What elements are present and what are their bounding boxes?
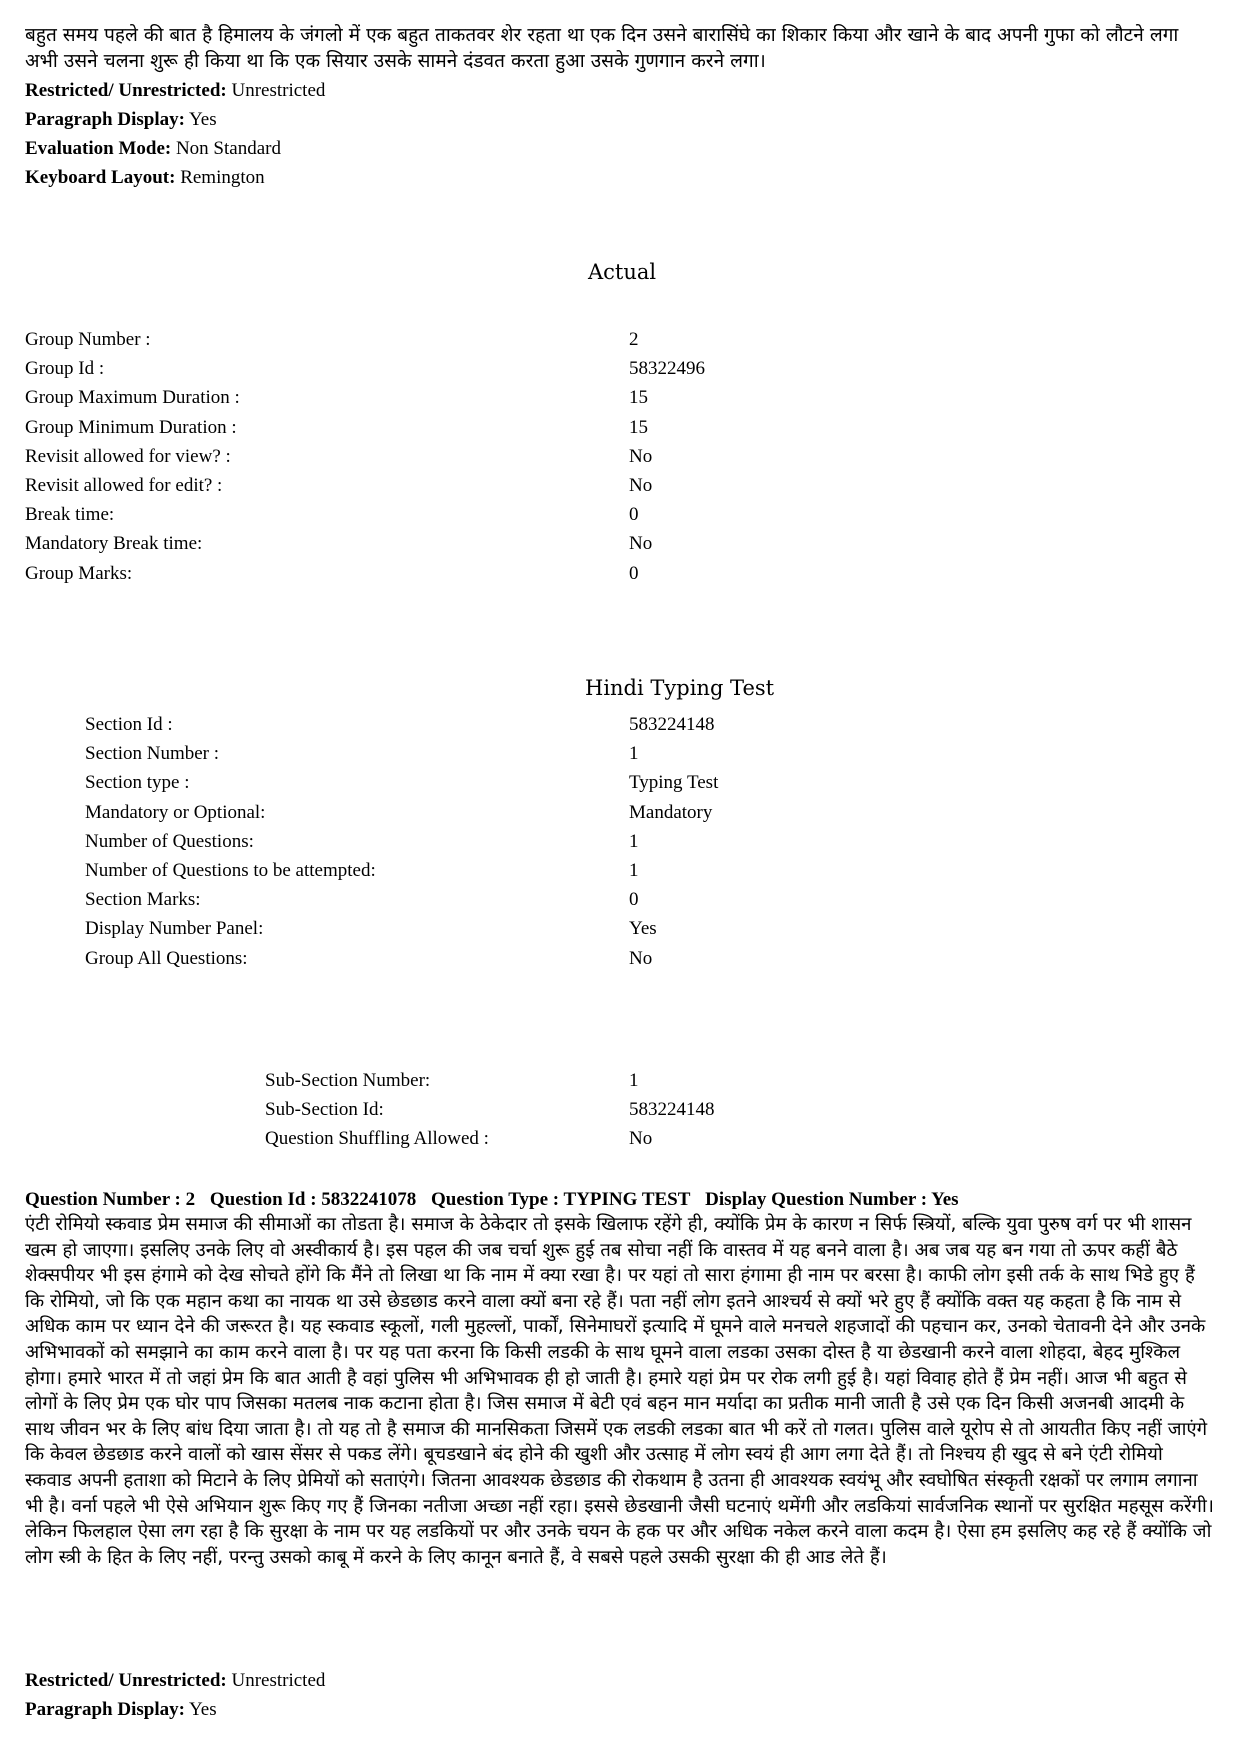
section-row: [85, 739, 885, 768]
question-paragraph: एंटी रोमियो स्कवाड प्रेम समाज की सीमाओं का तोडता है। समाज के ठेकेदार तो इसके खिलाफ रहेंगे ही, क्योंकि प्रेम के कारण न सिर्फ स्त्रियों, बल्कि युवा पुरुष वर्ग पर भी शासन खत्म हो जाएगा। इसलिए उनके लिए वो अस्वीकार्य है। इस पहल की जब चर्चा शुरू हुई तब सोचा नहीं कि वास्तव में यह बनने वाला है। अब जब यह बन गया तो ऊपर कहीं बैठे शेक्सपीयर भी इस हंगामे को देख सोचते होंगे कि मैंने तो लिखा था कि नाम में क्या रखा है। पर यहां तो सारा हंगामा ही नाम पर बरसा है। काफी लोग इसी तर्क के साथ भिडे हुए हैं कि रोमियो, जो कि एक महान कथा का नायक था उसे छेडछाड करने वाला क्यों बना रहे हैं। पता नहीं लोग इतने आश्चर्य से क्यों भरे हुए हैं क्योंकि वक्त यह कहता है कि नाम से अधिक काम पर ध्यान देने की जरूरत है। यह स्कवाड स्कूलों, गली मुहल्लों, पार्कों, सिनेमाघरों इत्यादि में घूमने वाले मनचले शहजादों की पहचान कर, उनको चेतावनी देने और उनके अभिभावकों को समझाने का काम करने वाला है। पर यह पता करना कि किसी लडकी के साथ घूमने वाला लडका उसका दोस्त है या छेडखानी करने वाला शोहदा, बेहद मुश्किल होगा। हमारे भारत में तो जहां प्रेम कि बात आती है वहां पुलिस भी अभिभावक ही हो जाती है। हमारे यहां प्रेम पर रोक लगी हुई है। यहां विवाह होते हैं प्रेम नहीं। आज भी बहुत से लोगों के लिए प्रेम एक घोर पाप जिसका मतलब नाक कटाना होता है। जिस समाज में बेटी एवं बहन मान मर्यादा का प्रतीक मानी जाती है उसे एक दिन किसी अजनबी आदमी के साथ जीवन भर के लिए बांध दिया जाता है। तो यह तो है समाज की मानसिकता जिसमें एक लडकी लडका बात भी करें तो गलत। पुलिस वाले यूरोप से तो आयतीत किए नहीं जाएंगे कि केवल छेडछाड करने वालों को खास सेंसर से पकड लेंगे। बूचडखाने बंद होने की खुशी और उत्साह में लोग स्वयं ही आग लगा देते हैं। तो निश्चय ही खुद से बने एंटी रोमियो स्कवाड अपनी हताशा को मिटाने के लिए प्रेमियों को सताएंगे। जितना आवश्यक छेडछाड की रोकथाम है उतना ही आवश्यक स्वयंभू और स्वघोषित संस्कृती रक्षकों पर लगाम लगाना भी है। वर्ना पहले भी ऐसे अभियान शुरू किए गए हैं जिनका नतीजा अच्छा नहीं रहा। इससे छेडखानी जैसी घटनाएं थमेंगी और लडकियां सार्वजनिक स्थानों पर सुरक्षित महसूस करेंगी। लेकिन फिलहाल ऐसा लग रहा है कि सुरक्षा के नाम पर यह लडकियों पर और उनके चयन के हक पर और अधिक नकेल करने वाला कदम है। ऐसा हम इसलिए कह रहे हैं क्योंकि जो लोग स्त्री के हित के लिए नहीं, परन्तु उसको काबू में करने के लिए कानून बनाते हैं, वे सबसे पहले उसकी सुरक्षा की ही आड लेते हैं।: [25, 1214, 1214, 1568]
row-value: 0: [629, 504, 639, 526]
meta-restricted: [25, 76, 325, 105]
meta-value: Remington: [180, 167, 265, 188]
row-label: Break time:: [25, 504, 115, 526]
intro-paragraph: बहुत समय पहले की बात है हिमालय के जंगलो में एक बहुत ताकतवर शेर रहता था एक दिन उसने बारासिंघे का शिकार किया और खाने के बाद अपनी गुफा को लौटने लगा अभी उसने चलना शुरू ही किया था कि एक सियार उसके सामने दंडवत करता हुआ उसके गुणगान करने लगा।: [25, 24, 1179, 72]
row-label: Group Minimum Duration :: [25, 416, 237, 438]
row-value: No: [629, 947, 653, 969]
meta-paragraph-display: [25, 1695, 325, 1724]
row-label: Number of Questions to be attempted:: [85, 859, 376, 881]
row-value: Mandatory: [629, 801, 713, 823]
section-row: [85, 798, 885, 827]
group-row: [25, 500, 825, 529]
section-heading: Hindi Typing Test: [585, 676, 775, 700]
display-question-number: Display Question Number : Yes: [705, 1189, 959, 1210]
group-row: [25, 529, 825, 558]
row-label: Section Marks:: [85, 889, 201, 911]
row-label: Group All Questions:: [85, 947, 248, 969]
subsection-row: [265, 1124, 965, 1153]
row-value: 1: [629, 1070, 639, 1091]
row-label: Mandatory Break time:: [25, 533, 203, 555]
row-label: Group Number :: [25, 329, 151, 350]
row-value: 583224148: [629, 1099, 715, 1121]
row-label: Section Id :: [85, 714, 173, 735]
row-value: Yes: [629, 918, 657, 940]
row-label: Group Maximum Duration :: [25, 387, 240, 409]
meta-value: Yes: [188, 109, 217, 130]
row-value: 58322496: [629, 358, 705, 380]
question-header: [25, 1189, 969, 1211]
meta-keyboard-layout: [25, 163, 325, 192]
meta-label: Restricted/ Unrestricted:: [25, 1670, 227, 1691]
row-value: No: [629, 474, 653, 496]
row-value: 583224148: [629, 714, 715, 735]
meta-label: Restricted/ Unrestricted:: [25, 80, 227, 101]
subsection-row: [265, 1095, 965, 1124]
question-type: Question Type : TYPING TEST: [431, 1189, 691, 1210]
question-number: Question Number : 2: [25, 1189, 196, 1210]
meta-label: Keyboard Layout:: [25, 167, 176, 188]
meta-label: Paragraph Display:: [25, 1699, 185, 1720]
meta-paragraph-display: [25, 105, 325, 134]
row-value: 2: [629, 329, 639, 350]
section-row: [85, 768, 885, 797]
section-row: [85, 885, 885, 914]
row-value: 1: [629, 743, 639, 765]
row-label: Revisit allowed for view? :: [25, 445, 231, 467]
meta-label: Paragraph Display:: [25, 109, 185, 130]
group-heading: Actual: [588, 260, 657, 284]
group-row: [25, 442, 825, 471]
row-value: 15: [629, 416, 648, 438]
row-label: Question Shuffling Allowed :: [265, 1128, 489, 1150]
meta-value: Yes: [188, 1699, 217, 1720]
row-value: 15: [629, 387, 648, 409]
section-row: [85, 944, 885, 973]
group-row: [25, 354, 825, 383]
section-table: [85, 710, 885, 973]
group-row: [25, 325, 825, 354]
meta-value: Non Standard: [175, 138, 281, 159]
row-value: No: [629, 445, 653, 467]
row-label: Group Marks:: [25, 562, 133, 584]
section-row: [85, 710, 885, 739]
row-value: No: [629, 1128, 653, 1150]
row-value: Typing Test: [629, 772, 719, 794]
section-row: [85, 856, 885, 885]
section-row: [85, 827, 885, 856]
meta-label: Evaluation Mode:: [25, 138, 172, 159]
group-table: [25, 325, 825, 588]
meta-bottom: [25, 1666, 325, 1724]
group-row: [25, 413, 825, 442]
row-label: Sub-Section Id:: [265, 1099, 384, 1121]
row-value: No: [629, 533, 653, 555]
meta-evaluation-mode: [25, 134, 325, 163]
row-label: Group Id :: [25, 358, 105, 380]
row-label: Section Number :: [85, 743, 220, 765]
meta-value: Unrestricted: [231, 1670, 326, 1691]
meta-restricted: [25, 1666, 325, 1695]
section-row: [85, 914, 885, 943]
meta-top: [25, 76, 325, 192]
subsection-row: [265, 1066, 965, 1095]
row-label: Display Number Panel:: [85, 918, 264, 940]
group-row: [25, 559, 825, 588]
row-value: 0: [629, 562, 639, 584]
row-label: Mandatory or Optional:: [85, 801, 266, 823]
row-value: 1: [629, 830, 639, 852]
row-value: 1: [629, 859, 639, 881]
meta-value: Unrestricted: [231, 80, 326, 101]
subsection-table: [265, 1066, 965, 1154]
row-label: Revisit allowed for edit? :: [25, 474, 223, 496]
group-row: [25, 383, 825, 412]
question-id: Question Id : 5832241078: [209, 1189, 417, 1210]
row-label: Sub-Section Number:: [265, 1070, 431, 1091]
row-value: 0: [629, 889, 639, 911]
row-label: Section type :: [85, 772, 190, 794]
group-row: [25, 471, 825, 500]
row-label: Number of Questions:: [85, 830, 254, 852]
